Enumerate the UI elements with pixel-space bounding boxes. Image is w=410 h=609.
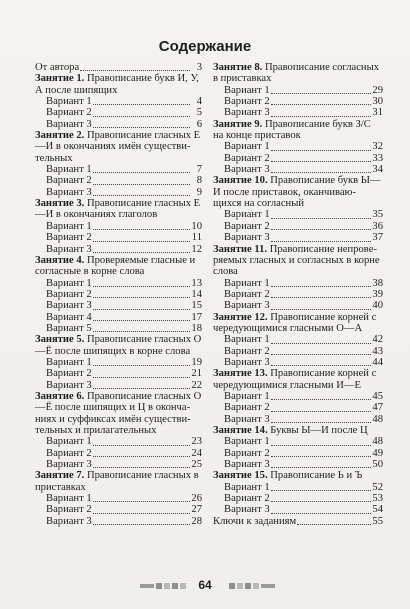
dot-leader — [93, 312, 190, 321]
page-ref: 35 — [372, 209, 383, 221]
page-number: 64 — [198, 578, 212, 592]
dot-leader — [271, 142, 371, 151]
page-ref: 24 — [191, 447, 202, 459]
toc-entry[interactable] — [35, 62, 202, 73]
entry-label: Вариант 1 — [224, 277, 270, 289]
toc-left-column — [35, 62, 202, 527]
page-ref: 33 — [372, 152, 383, 164]
lesson-title: Правописание букв И, У, А после шипящих — [35, 73, 199, 96]
lesson-number: Занятие 9. — [213, 118, 263, 130]
variant-entry[interactable] — [213, 493, 383, 504]
dot-leader — [271, 108, 371, 117]
lesson-heading — [213, 425, 383, 436]
entry-label: Вариант 1 — [224, 390, 270, 402]
entry-label: Вариант 2 — [224, 220, 270, 232]
variant-entry[interactable] — [213, 164, 383, 175]
page-ref: 50 — [372, 459, 383, 471]
variant-entry[interactable] — [213, 459, 383, 470]
dot-leader — [93, 448, 190, 457]
dot-leader — [271, 505, 371, 514]
entry-label: Вариант 3 — [224, 107, 270, 119]
variant-entry[interactable] — [35, 278, 202, 289]
entry-label: Вариант 1 — [224, 481, 270, 493]
page-ref: 14 — [191, 288, 202, 300]
entry-label: Вариант 2 — [46, 175, 92, 187]
dot-leader — [271, 391, 371, 400]
entry-label: Вариант 1 — [46, 96, 92, 108]
page-ref: 29 — [372, 84, 383, 96]
variant-entry[interactable] — [35, 300, 202, 311]
lesson-title: Правописание гласных О—Ё после шипящих и Ц в оконча-ниях и суффиксах имён существи-тельных и прилагательных — [35, 390, 202, 436]
variant-entry[interactable] — [213, 391, 383, 402]
variant-entry[interactable] — [213, 278, 383, 289]
variant-entry[interactable] — [213, 289, 383, 300]
entry-label: Вариант 1 — [224, 209, 270, 221]
lesson-title: Правописание гласных О—Ё после шипящих в корне слова — [35, 334, 202, 357]
dot-leader — [271, 357, 371, 366]
dot-leader — [271, 437, 371, 446]
page-ref: 49 — [372, 447, 383, 459]
dot-leader — [271, 335, 371, 344]
page-ref: 11 — [191, 232, 202, 244]
lesson-title: Проверяемые гласные и согласные в корне слова — [35, 254, 196, 278]
page-ref: 13 — [191, 277, 202, 289]
variant-entry[interactable] — [213, 232, 383, 243]
dot-leader — [93, 437, 190, 446]
variant-entry[interactable] — [213, 334, 383, 345]
footer-ornament-right — [229, 583, 275, 589]
entry-label: Вариант 2 — [224, 288, 270, 300]
lesson-number: Занятие 6. — [35, 390, 85, 402]
variant-entry[interactable] — [35, 232, 202, 243]
page-ref: 21 — [191, 368, 202, 380]
page-ref: 9 — [196, 186, 202, 198]
dot-leader — [93, 357, 190, 366]
lesson-title: Правописание корней с чередующимися гласными И—Е — [213, 368, 377, 391]
entry-label: Вариант 1 — [224, 141, 270, 153]
page-ref: 53 — [372, 493, 383, 505]
variant-entry[interactable] — [35, 436, 202, 447]
dot-leader — [271, 301, 371, 310]
variant-entry[interactable] — [213, 221, 383, 232]
variant-entry[interactable] — [213, 436, 383, 447]
dot-leader — [271, 289, 371, 298]
variant-entry[interactable] — [35, 187, 202, 198]
entry-label: Вариант 2 — [46, 504, 92, 516]
page-ref: 25 — [191, 459, 202, 471]
toc-right-column — [213, 62, 383, 527]
entry-label: Вариант 3 — [224, 459, 270, 471]
lesson-number: Занятие 14. — [213, 425, 268, 436]
page-ref: 40 — [372, 300, 383, 312]
dot-leader — [271, 493, 371, 502]
page-ref: 44 — [372, 356, 383, 368]
dot-leader — [271, 221, 371, 230]
lesson-number: Занятие 8. — [213, 62, 263, 73]
entry-label: Вариант 1 — [46, 277, 92, 289]
variant-entry[interactable] — [213, 96, 383, 107]
page-ref: 17 — [191, 311, 202, 323]
entry-label: Вариант 3 — [46, 515, 92, 527]
lesson-number: Занятие 15. — [213, 470, 268, 482]
dot-leader — [271, 164, 371, 173]
dot-leader — [93, 323, 190, 332]
lesson-number: Занятие 4. — [35, 254, 85, 266]
dot-leader — [271, 346, 371, 355]
lesson-heading — [35, 334, 202, 357]
lesson-title: Правописание гласных в приставках — [35, 470, 199, 493]
variant-entry[interactable] — [35, 516, 202, 527]
page-ref: 28 — [191, 515, 202, 527]
lesson-heading — [213, 244, 383, 278]
variant-entry[interactable] — [35, 368, 202, 379]
entry-label: Вариант 2 — [224, 96, 270, 108]
page-ref: 37 — [372, 232, 383, 244]
entry-label: Вариант 3 — [46, 243, 92, 255]
dot-leader — [93, 233, 190, 242]
dot-leader — [93, 301, 190, 310]
entry-label: Вариант 1 — [46, 164, 92, 176]
lesson-heading — [213, 368, 383, 391]
lesson-number: Занятие 12. — [213, 311, 268, 323]
lesson-heading — [213, 470, 383, 481]
dot-leader — [93, 108, 190, 117]
lesson-title: Правописание гласных Е—И в окончаниях глаголов — [35, 198, 201, 221]
lesson-title: Правописание букв З/С на конце приставок — [213, 118, 371, 142]
variant-entry[interactable] — [213, 85, 383, 96]
page-ref: 23 — [191, 436, 202, 448]
dot-leader — [93, 516, 190, 525]
lesson-heading — [35, 73, 202, 96]
page-ref: 10 — [191, 220, 202, 232]
page-ref: 4 — [196, 96, 202, 108]
variant-entry[interactable] — [35, 312, 202, 323]
page-ref: 30 — [372, 96, 383, 108]
variant-entry[interactable] — [35, 119, 202, 130]
dot-leader — [297, 516, 371, 525]
toc-entry[interactable] — [213, 516, 383, 527]
entry-label: Вариант 2 — [46, 368, 92, 380]
page-ref: 8 — [196, 175, 202, 187]
entry-label: Вариант 3 — [224, 164, 270, 176]
page-ref: 12 — [191, 243, 202, 255]
dot-leader — [271, 153, 371, 162]
variant-entry[interactable] — [35, 244, 202, 255]
entry-label: Вариант 5 — [46, 322, 92, 334]
variant-entry[interactable] — [35, 175, 202, 186]
entry-label: От автора — [35, 62, 80, 73]
variant-entry[interactable] — [35, 164, 202, 175]
variant-entry[interactable] — [35, 380, 202, 391]
variant-entry[interactable] — [35, 357, 202, 368]
variant-entry[interactable] — [213, 357, 383, 368]
entry-label: Вариант 2 — [224, 402, 270, 414]
dot-leader — [271, 403, 371, 412]
variant-entry[interactable] — [213, 107, 383, 118]
variant-entry[interactable] — [35, 221, 202, 232]
variant-entry[interactable] — [35, 448, 202, 459]
entry-label: Вариант 1 — [46, 436, 92, 448]
variant-entry[interactable] — [213, 414, 383, 425]
dot-leader — [93, 244, 190, 253]
lesson-heading — [35, 130, 202, 164]
dot-leader — [271, 96, 371, 105]
variant-entry[interactable] — [35, 493, 202, 504]
entry-label: Вариант 1 — [46, 493, 92, 505]
entry-label: Вариант 2 — [46, 107, 92, 119]
entry-label: Вариант 1 — [224, 84, 270, 96]
variant-entry[interactable] — [213, 209, 383, 220]
variant-entry[interactable] — [213, 448, 383, 459]
lesson-title: Правописание непрове-ряемых гласных и согласных в корне слова — [213, 243, 380, 278]
lesson-heading — [213, 175, 383, 209]
page-ref: 22 — [191, 379, 202, 391]
lesson-number: Занятие 5. — [35, 334, 85, 346]
variant-entry[interactable] — [35, 504, 202, 515]
variant-entry[interactable] — [213, 141, 383, 152]
page-ref: 3 — [196, 62, 202, 73]
entry-label: Вариант 1 — [46, 356, 92, 368]
entry-label: Вариант 3 — [46, 300, 92, 312]
lesson-number: Занятие 2. — [35, 130, 85, 142]
lesson-number: Занятие 3. — [35, 198, 85, 210]
page-ref: 18 — [191, 322, 202, 334]
entry-label: Вариант 3 — [46, 118, 92, 130]
dot-leader — [271, 448, 371, 457]
variant-entry[interactable] — [35, 96, 202, 107]
dot-leader — [93, 96, 190, 105]
variant-entry[interactable] — [213, 153, 383, 164]
dot-leader — [93, 505, 190, 514]
dot-leader — [271, 414, 371, 423]
entry-label: Вариант 2 — [46, 232, 92, 244]
entry-label: Вариант 2 — [224, 152, 270, 164]
entry-label: Вариант 3 — [224, 356, 270, 368]
lesson-heading — [35, 470, 202, 493]
lesson-number: Занятие 1. — [35, 73, 85, 85]
lesson-number: Занятие 10. — [213, 175, 268, 187]
lesson-heading — [35, 255, 202, 278]
dot-leader — [271, 85, 371, 94]
page-ref: 48 — [372, 413, 383, 425]
lesson-title: Правописание корней с чередующимися гласными О—А — [213, 311, 377, 334]
variant-entry[interactable] — [35, 289, 202, 300]
page-title: Содержание — [158, 38, 252, 55]
dot-leader — [93, 119, 190, 128]
dot-leader — [93, 380, 190, 389]
page-ref: 48 — [372, 436, 383, 448]
dot-leader — [271, 482, 371, 491]
dot-leader — [271, 210, 371, 219]
page-ref: 19 — [191, 356, 202, 368]
lesson-number: Занятие 11. — [213, 243, 268, 255]
dot-leader — [93, 493, 190, 502]
page-ref: 26 — [191, 493, 202, 505]
dot-leader — [93, 187, 190, 196]
variant-entry[interactable] — [213, 346, 383, 357]
page-ref: 43 — [372, 345, 383, 357]
entry-label: Вариант 3 — [224, 232, 270, 244]
page-ref: 54 — [372, 504, 383, 516]
dot-leader — [93, 278, 190, 287]
variant-entry[interactable] — [213, 300, 383, 311]
page-ref: 38 — [372, 277, 383, 289]
page-ref: 32 — [372, 141, 383, 153]
lesson-heading — [35, 391, 202, 436]
page-ref: 55 — [372, 515, 383, 527]
variant-entry[interactable] — [35, 459, 202, 470]
page-ref: 39 — [372, 288, 383, 300]
entry-label: Вариант 3 — [46, 186, 92, 198]
entry-label: Вариант 1 — [224, 334, 270, 346]
page-ref: 7 — [196, 164, 202, 176]
entry-label: Вариант 1 — [46, 220, 92, 232]
dot-leader — [271, 459, 371, 468]
entry-label: Вариант 1 — [224, 436, 270, 448]
lesson-number: Занятие 7. — [35, 470, 85, 482]
entry-label: Вариант 4 — [46, 311, 92, 323]
entry-label: Вариант 2 — [46, 447, 92, 459]
page-ref: 15 — [191, 300, 202, 312]
dot-leader — [93, 369, 190, 378]
page-ref: 31 — [372, 107, 383, 119]
lesson-title: Правописание согласных в приставках — [213, 62, 379, 85]
page-ref: 5 — [196, 107, 202, 119]
lesson-title: Правописание Ь и Ъ — [267, 470, 363, 482]
page-ref: 45 — [372, 390, 383, 402]
entry-label: Вариант 3 — [224, 504, 270, 516]
entry-label: Вариант 2 — [224, 345, 270, 357]
entry-label: Вариант 3 — [224, 300, 270, 312]
page-ref: 52 — [372, 481, 383, 493]
lesson-heading — [213, 119, 383, 142]
variant-entry[interactable] — [213, 504, 383, 515]
dot-leader — [93, 164, 190, 173]
lesson-heading — [35, 198, 202, 221]
dot-leader — [271, 233, 371, 242]
lesson-heading — [213, 312, 383, 335]
dot-leader — [93, 221, 190, 230]
entry-label: Вариант 3 — [46, 459, 92, 471]
page-ref: 34 — [372, 164, 383, 176]
page-ref: 6 — [196, 118, 202, 130]
lesson-number: Занятие 13. — [213, 368, 268, 380]
dot-leader — [271, 278, 371, 287]
lesson-heading — [213, 62, 383, 85]
dot-leader — [93, 289, 190, 298]
variant-entry[interactable] — [35, 323, 202, 334]
dot-leader — [93, 176, 190, 185]
variant-entry[interactable] — [213, 482, 383, 493]
dot-leader — [93, 459, 190, 468]
entry-label: Вариант 2 — [224, 447, 270, 459]
dot-leader — [80, 62, 190, 71]
lesson-title: Правописание гласных Е—И в окончаниях имён существи-тельных — [35, 130, 201, 164]
page-ref: 27 — [191, 504, 202, 516]
lesson-title: Буквы Ы—И после Ц — [267, 425, 368, 436]
lesson-title: Правописание букв Ы—И после приставок, оканчиваю-щихся на согласный — [213, 175, 381, 210]
entry-label: Вариант 2 — [224, 493, 270, 505]
page-ref: 36 — [372, 220, 383, 232]
variant-entry[interactable] — [213, 402, 383, 413]
entry-label: Вариант 2 — [46, 288, 92, 300]
page-ref: 47 — [372, 402, 383, 414]
entry-label: Вариант 3 — [224, 413, 270, 425]
page-ref: 42 — [372, 334, 383, 346]
variant-entry[interactable] — [35, 107, 202, 118]
entry-label: Вариант 3 — [46, 379, 92, 391]
entry-label: Ключи к заданиям — [213, 515, 297, 527]
